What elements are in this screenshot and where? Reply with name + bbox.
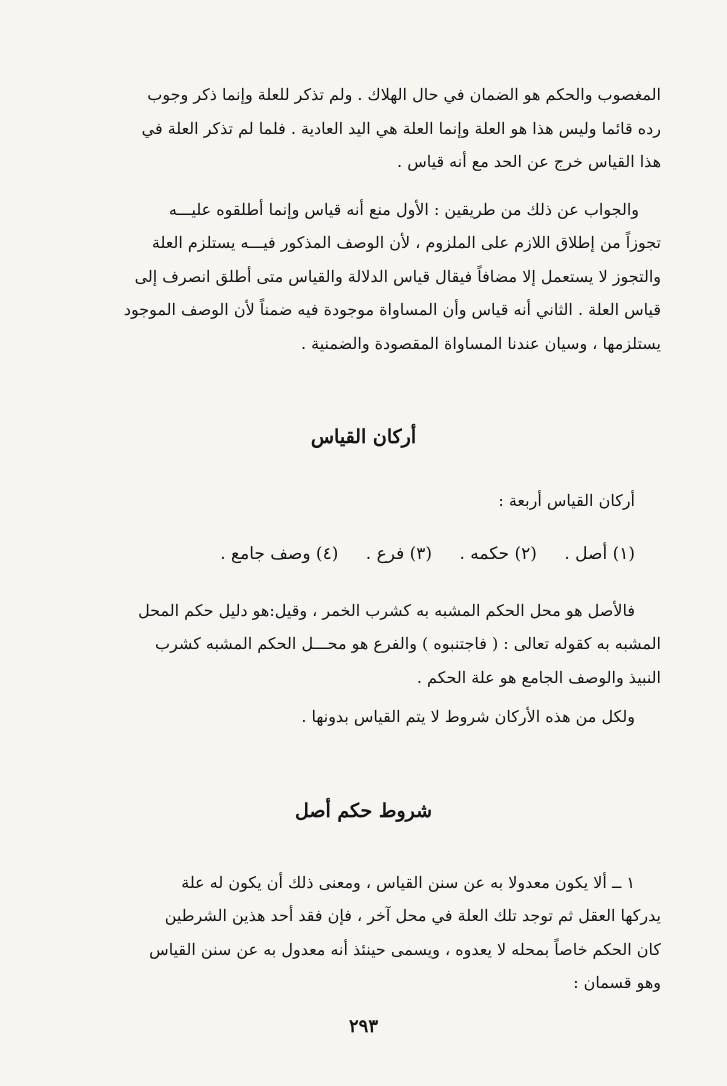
text-line: والتجوز لا يستعمل إلا مضافاً فيقال قياس الدلالة والقياس متى أطلق انصرف إلى: [134, 266, 661, 286]
text-line: فالأصل هو محل الحكم المشبه به كشرب الخمر ، وقيل:هو دليل حكم المحل: [138, 601, 635, 620]
pillars-intro: أركان القياس أربعة :: [498, 491, 635, 510]
text-line: هذا القياس خرج عن الحد مع أنه قياس .: [397, 152, 661, 171]
text-line: يدركها العقل ثم توجد تلك العلة في محل آخر ، فإن فقد أحد هذين الشرطين: [164, 906, 661, 925]
paragraph-2-continued: [68, 226, 661, 360]
paragraph-3-continued: [68, 627, 661, 694]
paragraph-5: [68, 866, 635, 900]
text-line: ولكل من هذه الأركان شروط لا يتم القياس بدونها .: [301, 707, 635, 726]
pillar-item: (١) أصل .: [564, 544, 635, 564]
pillar-item: (٢) حكمه .: [459, 544, 537, 564]
text-line: النبيذ والوصف الجامع هو علة الحكم .: [416, 667, 661, 687]
text-line: المشبه به كقوله تعالى : ( فاجتنبوه ) والفرع هو محـــل الحكم المشبه كشرب: [155, 634, 661, 653]
text-line: كان الحكم خاصاً بمحله لا يعدوه ، ويسمى حينئذ أنه معدول به عن سنن القياس: [149, 939, 661, 959]
text-line: تجوزاً من إطلاق اللازم على الملزوم ، لأن الوصف المذكور فيـــه يستلزم العلة: [151, 233, 661, 252]
text-line: والجواب عن ذلك من طريقين : الأول منع أنه قياس وإنما أطلقوه عليـــه: [168, 200, 639, 219]
text-line: رده قائما وليس هذا هو العلة وإنما العلة هي اليد العادية . فلما لم تذكر العلة في: [141, 118, 661, 138]
paragraph-2: [68, 193, 639, 227]
paragraph-5-continued: [68, 899, 661, 1000]
pillar-item: (٣) فرع .: [365, 544, 433, 564]
page-number: ٢٩٣: [348, 1016, 378, 1037]
text-line: يستلزمها ، وسيان عندنا المساواة المقصودة والضمنية .: [300, 333, 661, 353]
text-line: المغصوب والحكم هو الضمان في حال الهلاك . ولم تذكر للعلة وإنما ذكر وجوب: [147, 85, 661, 104]
pillar-item: (٤) وصف جامع .: [220, 544, 339, 564]
text-line: قياس العلة . الثاني أنه قياس وأن المساواة موجودة فيه ضمناً لأن الوصف الموجود: [123, 300, 661, 319]
section-heading-pillars: أركان القياس: [310, 426, 417, 448]
pillars-list: [60, 544, 635, 564]
text-line: وهو قسمان :: [573, 973, 661, 992]
section-heading-conditions: شروط حكم أصل: [294, 800, 433, 822]
paragraph-1: [68, 78, 661, 179]
paragraph-3: [68, 594, 635, 628]
paragraph-4: [68, 700, 635, 734]
text-line: ١ ــ ألا يكون معدولا به عن سنن القياس ، ومعنى ذلك أن يكون له علة: [181, 873, 635, 892]
